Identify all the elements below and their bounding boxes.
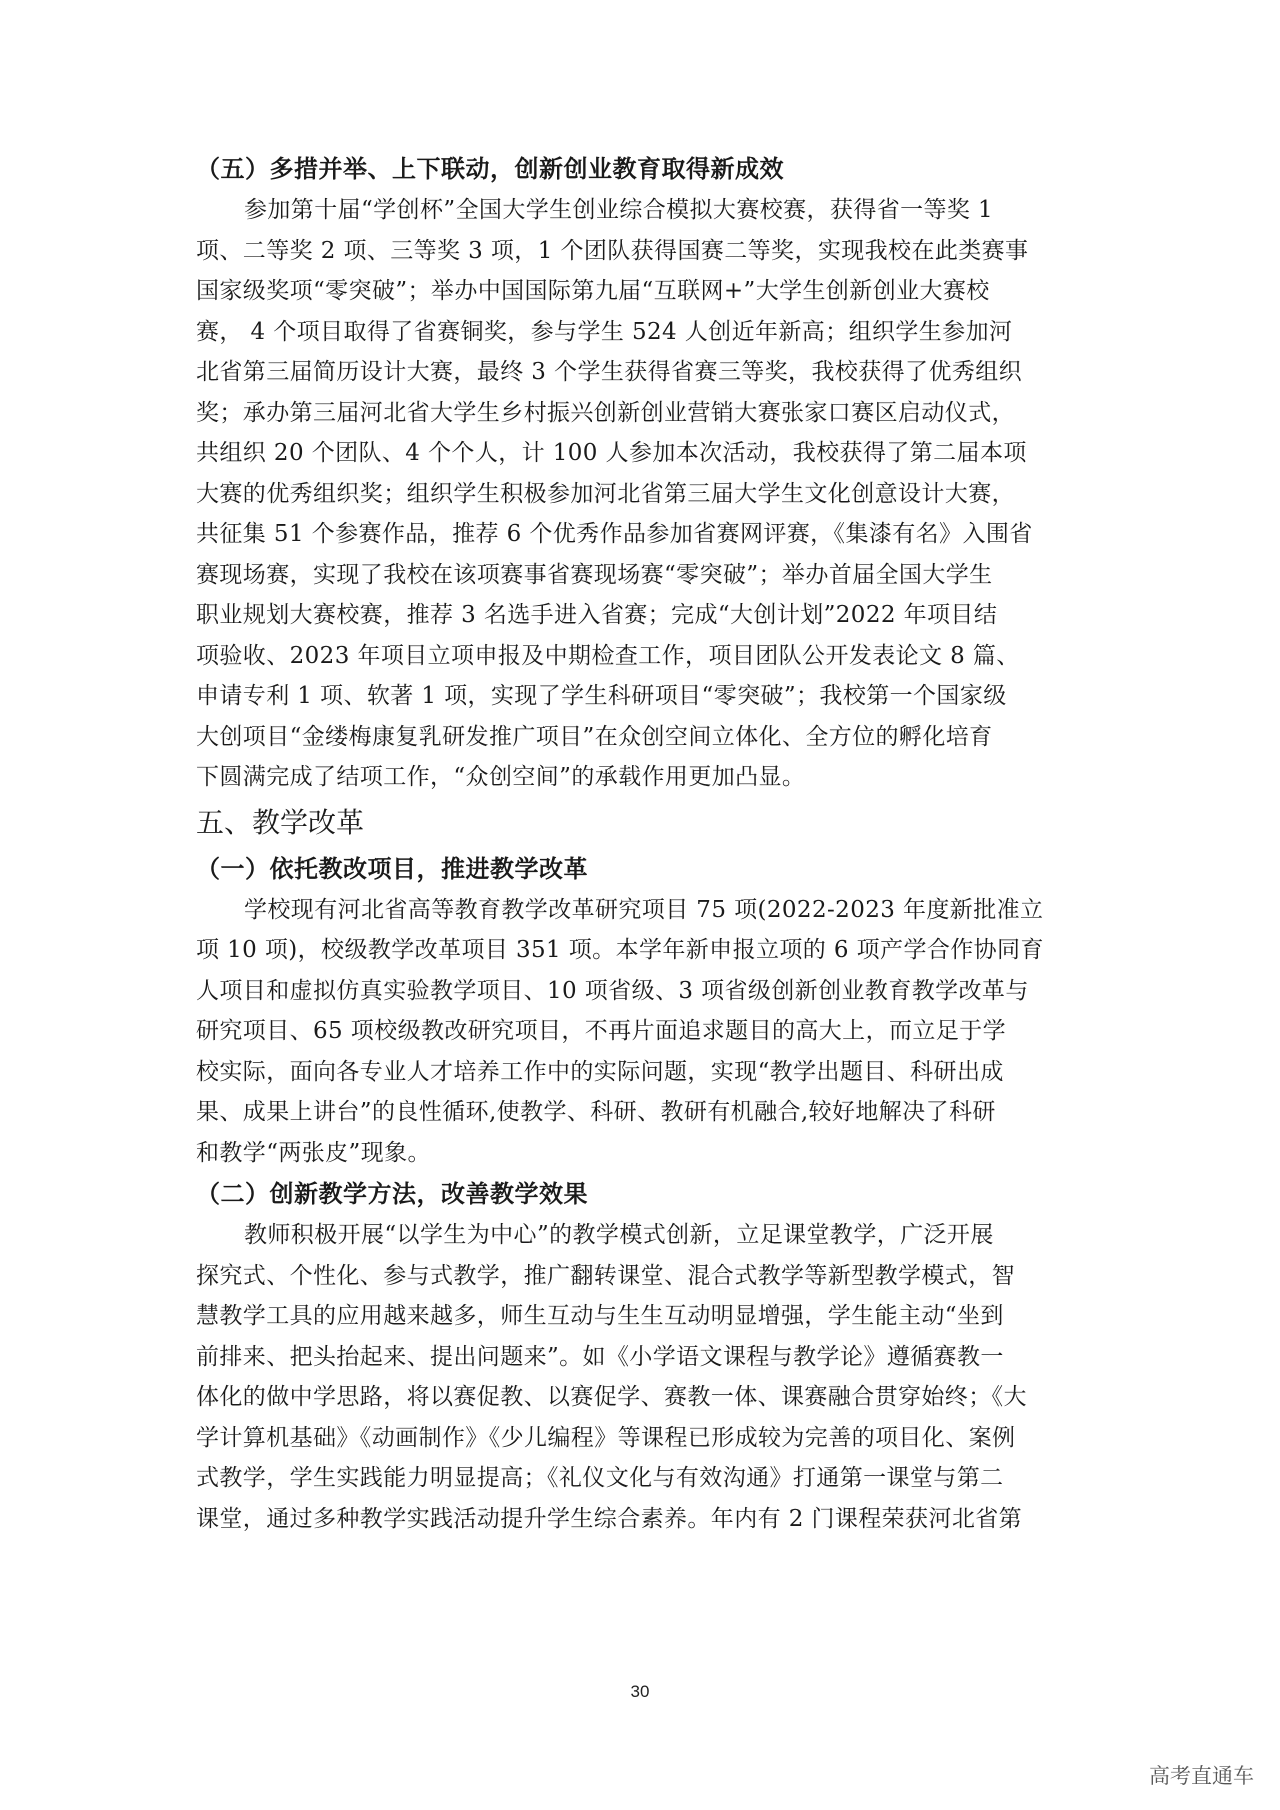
paragraph-line: 式教学，学生实践能力明显提高；《礼仪文化与有效沟通》打通第一课堂与第二 (196, 1465, 1004, 1491)
paragraph-line: 学计算机基础》《动画制作》《少儿编程》等课程已形成较为完善的项目化、案例 (196, 1424, 1016, 1451)
paragraph-line: 项验收、2023 年项目立项申报及中期检查工作，项目团队公开发表论文 8 篇、 (196, 642, 1020, 669)
paragraph-line: 学校现有河北省高等教育教学改革研究项目 75 项(2022-2023 年度新批准立 (244, 896, 1044, 923)
paragraph-line: 果、成果上讲台”的良性循环,使教学、科研、教研有机融合,较好地解决了科研 (196, 1099, 996, 1125)
paragraph-reform-projects (196, 890, 1096, 1174)
paragraph-line: 共征集 51 个参赛作品，推荐 6 个优秀作品参加省赛网评赛，《集漆有名》入围省 (196, 521, 1033, 547)
paragraph-line: 奖；承办第三届河北省大学生乡村振兴创新创业营销大赛张家口赛区启动仪式， (196, 399, 1015, 426)
paragraph-line: 项、二等奖 2 项、三等奖 3 项，1 个团队获得国赛二等奖，实现我校在此类赛事 (196, 237, 1029, 264)
paragraph-line: 教师积极开展“以学生为中心”的教学模式创新，立足课堂教学，广泛开展 (244, 1222, 994, 1248)
paragraph-line: 和教学“两张皮”现象。 (196, 1139, 431, 1166)
paragraph-line: 课堂，通过多种教学实践活动提升学生综合素养。年内有 2 门课程荣获河北省第 (196, 1505, 1023, 1532)
paragraph-line: 体化的做中学思路，将以赛促教、以赛促学、赛教一体、课赛融合贯穿始终；《大 (196, 1384, 1027, 1410)
paragraph-teaching-methods (196, 1215, 1096, 1539)
paragraph-line: 项 10 项)，校级教学改革项目 351 项。本学年新申报立项的 6 项产学合作协同育 (196, 937, 1044, 963)
subsection-heading-reform-projects: （一）依托教改项目，推进教学改革 (196, 854, 588, 883)
paragraph-line: 北省第三届简历设计大赛，最终 3 个学生获得省赛三等奖，我校获得了优秀组织 (196, 359, 1023, 385)
paragraph-line: 共组织 20 个团队、4 个个人，计 100 人参加本次活动，我校获得了第二届本项 (196, 440, 1027, 466)
paragraph-line: 前排来、把头抬起来、提出问题来”。如《小学语文课程与教学论》遵循赛教一 (196, 1343, 1004, 1370)
subsection-heading-innovation-education: （五）多措并举、上下联动，创新创业教育取得新成效 (196, 155, 784, 183)
section-heading-teaching-reform: 五、教学改革 (196, 805, 365, 839)
paragraph-innovation-education (196, 190, 1096, 798)
subsection-heading-teaching-methods: （二）创新教学方法，改善教学效果 (196, 1180, 588, 1208)
page-content (196, 148, 1096, 1539)
paragraph-line: 赛， 4 个项目取得了省赛铜奖，参与学生 524 人创近年新高；组织学生参加河 (196, 318, 1013, 345)
paragraph-line: 人项目和虚拟仿真实验教学项目、10 项省级、3 项省级创新创业教育教学改革与 (196, 977, 1029, 1004)
paragraph-line: 探究式、个性化、参与式教学，推广翻转课堂、混合式教学等新型教学模式，智 (196, 1262, 1015, 1289)
watermark-text: 高考直通车 (1149, 1764, 1254, 1788)
paragraph-line: 慧教学工具的应用越来越多，师生互动与生生互动明显增强，学生能主动“坐到 (196, 1303, 1004, 1329)
paragraph-line: 校实际，面向各专业人才培养工作中的实际问题，实现“教学出题目、科研出成 (196, 1058, 1004, 1085)
paragraph-line: 参加第十届“学创杯”全国大学生创业综合模拟大赛校赛，获得省一等奖 1 (244, 197, 994, 223)
paragraph-line: 下圆满完成了结项工作，“众创空间”的承载作用更加凸显。 (196, 764, 806, 790)
paragraph-line: 申请专利 1 项、软著 1 项，实现了学生科研项目“零突破”；我校第一个国家级 (196, 683, 1007, 709)
paragraph-line: 研究项目、65 项校级教改研究项目，不再片面追求题目的高大上，而立足于学 (196, 1018, 1006, 1044)
paragraph-line: 赛现场赛，实现了我校在该项赛事省赛现场赛“零突破”；举办首届全国大学生 (196, 561, 993, 588)
paragraph-line: 大赛的优秀组织奖；组织学生积极参加河北省第三届大学生文化创意设计大赛， (196, 480, 1015, 507)
paragraph-line: 职业规划大赛校赛，推荐 3 名选手进入省赛；完成“大创计划”2022 年项目结 (196, 602, 998, 628)
paragraph-line: 大创项目“金缕梅康复乳研发推广项目”在众创空间立体化、全方位的孵化培育 (196, 723, 993, 750)
paragraph-line: 国家级奖项“零突破”；举办中国国际第九届“互联网+”大学生创新创业大赛校 (196, 278, 990, 304)
page-number: 30 (630, 1682, 650, 1701)
